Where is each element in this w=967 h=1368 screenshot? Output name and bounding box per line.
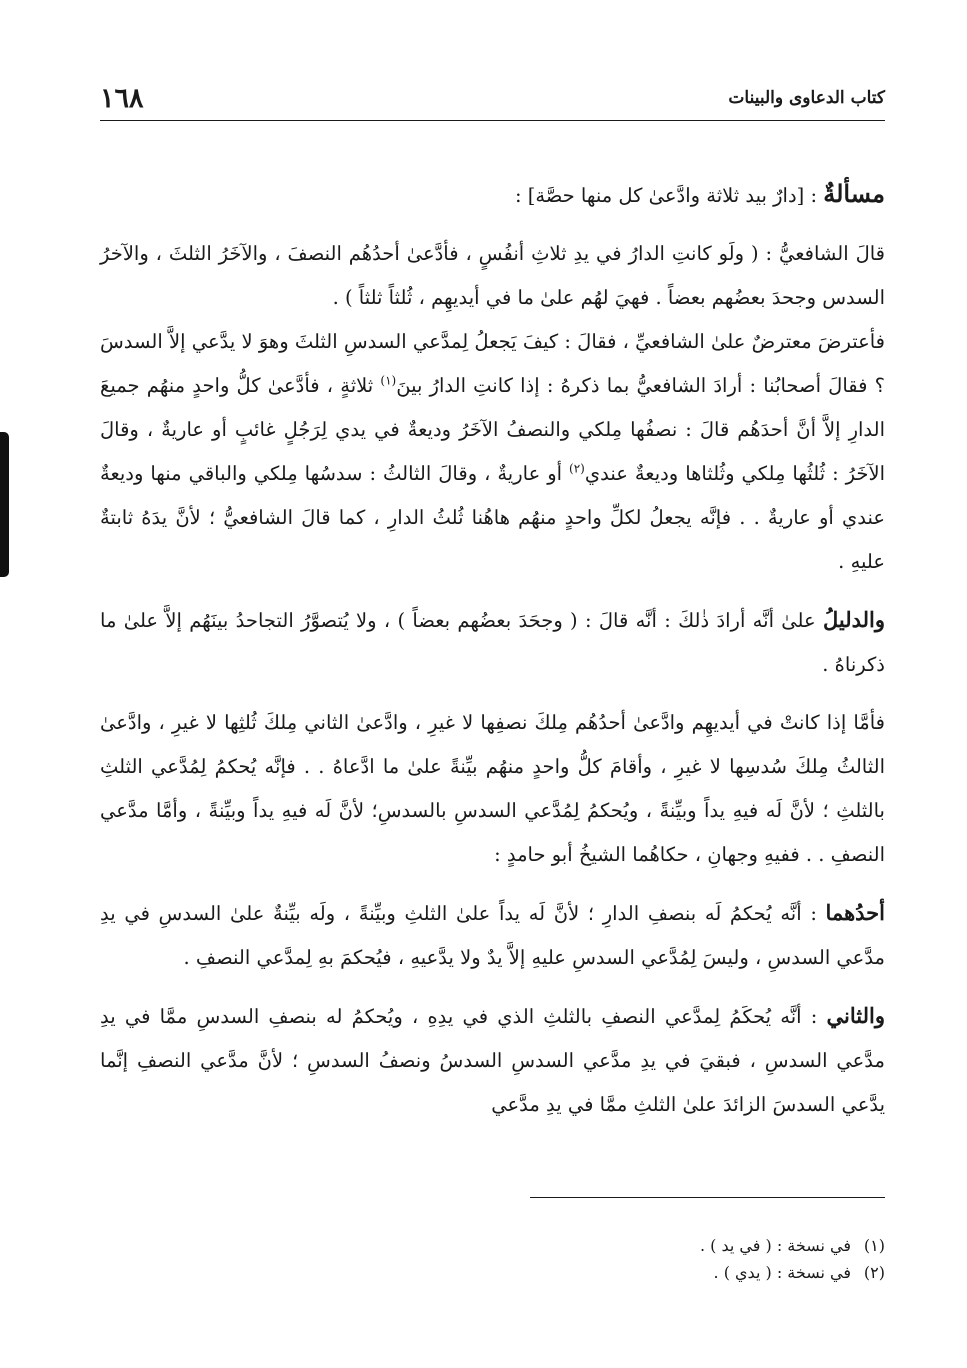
page-header <box>100 78 885 118</box>
footnote-number: (١) <box>863 1236 885 1255</box>
page-number: ١٦٨ <box>100 82 144 114</box>
paragraph-evidence <box>100 598 885 687</box>
masala-heading <box>100 172 885 218</box>
paragraph-lead: والدليلُ <box>822 607 885 632</box>
paragraph-text: : أنَّه يُحكمُ لَه بنصفِ الدارِ ؛ لأنَّ لَه يداً علىٰ الثلثِ وبيِّنةً ، ولَه بيِّنةٌ علىٰ السدسِ في يدِ مدَّعي السدسِ ، وليسَ لِمُدَّعي السدسِ عليهِ إلاَّ يدٌ ولا يدَّعيهِ ، فيُحكمَ بهِ لِمدَّعي النصفِ . <box>100 902 885 969</box>
footnote-number: (٢) <box>863 1263 885 1282</box>
paragraph-text: أو عاريةٌ ، وقالَ الثالثُ : سدسُها مِلكي والباقي منها وديعةٌ عندي أو عاريةٌ . . فإنَّه يجعلُ لكلِّ واحدٍ منهُم هاهُنا ثُلثُ الدارِ ، كما قالَ الشافعيُّ ؛ لأنَّ يدَهُ ثابتةٌ عليهِ . <box>100 462 885 573</box>
footnote-ref-2[interactable]: (٢) <box>569 461 585 476</box>
footnote-item <box>500 1232 885 1259</box>
paragraph-lead: والثاني <box>826 1003 885 1028</box>
paragraph-second-view <box>100 994 885 1127</box>
paragraph-shafii-quote <box>100 232 885 320</box>
footnotes <box>500 1232 885 1286</box>
footnote-item <box>500 1259 885 1286</box>
main-text <box>100 172 885 1127</box>
paragraph-objection <box>100 320 885 584</box>
paragraph-text: قالَ الشافعيُّ : ( ولَو كانتِ الدارُ في يدِ ثلاثِ أنفُسٍ ، فأدَّعىٰ أحدُهُم النصفَ ، والآخَرُ الثلثَ ، والآخرُ السدس وجحدَ بعضُهم بعضاً . فهيَ لهُم علىٰ ما في أيديهِم ، ثُلثاً ثلثاً ) . <box>100 242 885 309</box>
scan-edge-mark <box>0 432 9 577</box>
masala-label: مسألةٌ <box>823 179 885 208</box>
footnote-text: في نسخة : ( في يد ) . <box>699 1236 851 1255</box>
footnote-ref-1[interactable]: (١) <box>380 373 397 388</box>
footnote-rule <box>530 1197 885 1198</box>
paragraph-text: علىٰ أنَّه أرادَ ذٰلكَ : أنَّه قالَ : ( وجحَدَ بعضُهم بعضاً ) ، ولا يُتصوَّرُ التجاحدُ بينَهُم إلاَّ علىٰ ما ذكرناهُ . <box>100 609 885 676</box>
paragraph-text: ثلاثةٍ ، فأدَّعىٰ كلُّ واحدٍ منهُم جميعَ الدارِ إلاَّ أنَّ أحدَهُم قالَ : نصفُها مِلكي والنصفُ الآخَرُ وديعةٌ في يدي لِرَجُلٍ غائبٍ أو عاريةٌ ، وقالَ الآخَرُ : ثُلثُها مِلكي وثُلثاها وديعةٌ عندي <box>100 374 885 485</box>
footnote-text: في نسخة : ( يدي ) . <box>713 1263 851 1282</box>
paragraph-text: فأعترضَ معترضٌ علىٰ الشافعيِّ ، فقالَ : كيفَ يَجعلُ لِمدَّعي السدسِ الثلثَ وهوَ لا يدَّعي إلاَّ السدسَ ؟ فقالَ أصحابُنا : أرادَ الشافعيُّ بما ذكرهُ : إذا كانتِ الدارُ بينَ <box>100 330 885 397</box>
header-rule <box>100 120 885 121</box>
paragraph-claims <box>100 701 885 877</box>
masala-title: : [دارٌ بيد ثلاثة وادَّعىٰ كل منها حصَّة] : <box>514 184 824 207</box>
paragraph-text: فأمَّا إذا كانتْ في أيديهِم وادَّعىٰ أحدُهُم مِلكَ نصفِها لا غيرِ ، وادَّعىٰ الثاني مِلكَ ثُلثِها لا غيرِ ، وادَّعىٰ الثالثُ مِلكَ سُدسِها لا غيرِ ، وأقامَ كلُّ واحدٍ منهُم بيِّنةً علىٰ ما ادَّعاهُ . . فإنَّه يُحكمُ لِمُدَّعي الثلثِ بالثلثِ ؛ لأنَّ لَه فيهِ يداً وبيِّنةً ، ويُحكمُ لِمُدَّعي السدسِ بالسدسِ؛ لأنَّ لَه فيهِ يداً وبيِّنةً ، وأمَّا مدَّعي النصفِ . . ففيهِ وجهانِ ، حكاهُما الشيخُ أبو حامدٍ : <box>100 711 885 866</box>
paragraph-lead: أحدُهما <box>825 900 885 925</box>
paragraph-text: : أنَّه يُحكَمُ لِمدَّعي النصفِ بالثلثِ الذي في يدِهِ ، ويُحكمُ له بنصفِ السدسِ ممَّا في يدِ مدَّعي السدسِ ، فبقيَ في يدِ مدَّعي السدسِ السدسُ ونصفُ السدسِ ؛ لأنَّ مدَّعي النصفِ إنَّما يدَّعي السدسَ الزائدَ علىٰ الثلثِ ممَّا في يدِ مدَّعي <box>100 1005 885 1116</box>
running-title: كتاب الدعاوى والبينات <box>728 88 885 108</box>
paragraph-first-view <box>100 891 885 980</box>
